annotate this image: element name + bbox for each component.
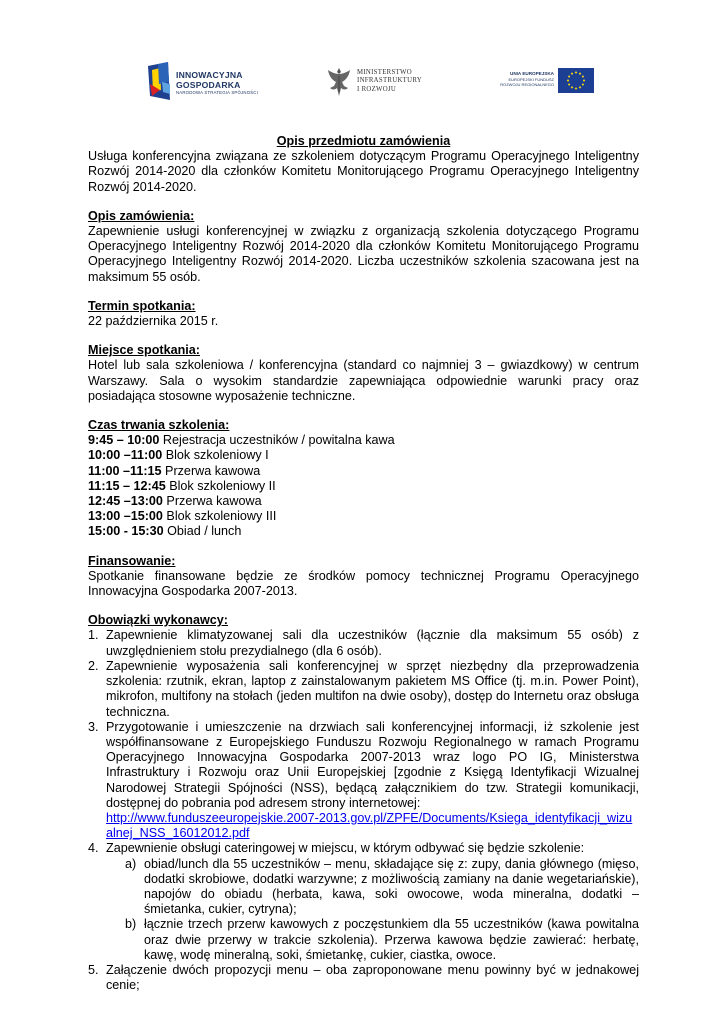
duty-text: Załączenie dwóch propozycji menu – oba zaproponowane menu powinny być w jednakowej cenie; — [106, 962, 639, 993]
schedule-item — [88, 509, 639, 524]
document-body — [88, 134, 639, 993]
ministry-logo — [326, 66, 436, 100]
schedule-item — [88, 524, 639, 539]
schedule-label: Blok szkoleniowy II — [165, 478, 276, 493]
schedule-label: Obiad / lunch — [163, 524, 242, 539]
schedule-time: 13:00 –15:00 — [88, 509, 163, 524]
duties-list — [88, 628, 639, 856]
schedule-time: 11:15 – 12:45 — [88, 478, 166, 493]
order-text: Zapewnienie usługi konferencyjnej w związku z organizacją szkolenia dotyczącego Programu Operacyjnego Inteligentny Rozwój 2014-2020 dla członków Komitetu Monitorującego Programu Operacyjnego Inteligentny Rozwój 2014-2020. Liczba uczestników szkolenia szacowana jest na maksimum 55 osób. — [88, 224, 639, 284]
ig-emblem-icon — [146, 60, 172, 102]
schedule-item — [88, 448, 639, 463]
schedule-label: Blok szkoleniowy III — [162, 509, 277, 524]
duty-subitem-letter: b) — [125, 917, 137, 932]
duty-item — [88, 659, 639, 720]
place-text: Hotel lub sala szkoleniowa / konferencyjna (standard co najmniej 3 – gwiazdkowy) w centrum Warszawy. Sala o wysokim standardzie zapewniająca odpowiednie warunki pracy oraz posiadająca stosowne wyposażenie techniczne. — [88, 358, 639, 403]
schedule-time: 11:00 –11:15 — [88, 463, 162, 478]
schedule-item — [88, 494, 639, 509]
duty-text: Przygotowanie i umieszczenie na drzwiach sali konferencyjnej informacji, iż szkolenie jest współfinansowane z Europejskiego Funduszu Rozwoju Regionalnego w ramach Programu Operacyjnego Innowacyjna Gospodarka 2007-2013 wraz logo PO IG, Ministerstwa Infrastruktury i Rozwoju oraz Unii Europejskiej [zgodnie z Księgą Identyfikacji Wizualnej Narodowej Strategii Spójności (NSS), będącą załącznikiem do tzw. Strategii komunikacji, dostępnej do pobrania pod adresem strony internetowej: — [106, 719, 639, 810]
eu-flag-icon — [558, 68, 594, 93]
place-heading: Miejsce spotkania: — [88, 343, 200, 358]
duties-list-continued — [88, 963, 639, 993]
schedule-item — [88, 464, 639, 479]
duties-heading: Obowiązki wykonawcy: — [88, 613, 228, 628]
schedule-time: 10:00 –11:00 — [88, 448, 163, 463]
duty-number: 2. — [88, 658, 99, 673]
schedule-label: Przerwa kawowa — [162, 494, 262, 509]
duty-number: 5. — [88, 962, 99, 977]
schedule-item — [88, 479, 639, 494]
eagle-emblem-icon — [326, 66, 352, 98]
duty-text: Zapewnienie obsługi cateringowej w miejscu, w którym odbywać się będzie szkolenie: — [106, 841, 585, 856]
eu-logo-line1: UNIA EUROPEJSKA — [510, 71, 554, 76]
duty-number: 4. — [88, 841, 99, 856]
innowacyjna-gospodarka-logo — [146, 58, 271, 106]
duty-item — [88, 720, 639, 842]
eu-logo — [498, 68, 598, 96]
financing-text: Spotkanie finansowane będzie ze środków pomocy technicznej Programu Operacyjnego Innowacyjna Gospodarka 2007-2013. — [88, 568, 639, 599]
ministry-logo-line1: MINISTERSTWO — [357, 69, 412, 76]
schedule-time: 9:45 – 10:00 — [88, 433, 160, 448]
ministry-logo-line3: I ROZWOJU — [357, 85, 397, 93]
duty-subitem-text: obiad/lunch dla 55 uczestników – menu, składające się z: zupy, dania głównego (mięso, dodatki skrobiowe, dodatki warzywne; z możliwością zamiany na danie wegetariańskie), napojów do obiadu (herbata, kawa, soki owocowe, woda mineralna, dodatki – śmietanka, cukier, cytryna); — [144, 856, 639, 917]
schedule-heading: Czas trwania szkolenia: — [88, 418, 230, 433]
ig-logo-line2: GOSPODARKA — [176, 80, 241, 90]
duty-subitem-letter: a) — [125, 856, 137, 871]
ig-logo-small: NARODOWA STRATEGIA SPÓJNOŚCI — [176, 90, 258, 95]
ministry-logo-line2: INFRASTRUKTURY — [357, 77, 423, 85]
duty-number: 1. — [88, 628, 99, 643]
duty-item — [88, 841, 639, 856]
duty-subitem — [88, 857, 639, 918]
ig-logo-line1: INNOWACYJNA — [176, 70, 243, 80]
eu-logo-line3: ROZWOJU REGIONALNEGO — [500, 82, 554, 88]
financing-heading: Finansowanie: — [88, 553, 176, 568]
schedule-label: Rejestracja uczestników / powitalna kawa — [159, 433, 395, 448]
schedule-label: Blok szkoleniowy I — [162, 448, 269, 463]
duty-number: 3. — [88, 719, 99, 734]
eu-logo-line2: EUROPEJSKI FUNDUSZ — [508, 77, 554, 82]
intro-paragraph: Usługa konferencyjna związana ze szkoleniem dotyczącym Programu Operacyjnego Inteligentny Rozwój 2014-2020 dla członków Komitetu Monitorującego Programu Operacyjnego Inteligentny Rozwój 2014-2020. — [88, 149, 639, 194]
date-text: 22 października 2015 r. — [88, 314, 219, 329]
duty-subitem — [88, 917, 639, 963]
schedule-label: Przerwa kawowa — [161, 463, 261, 478]
visual-identity-link[interactable]: http://www.funduszeeuropejskie.2007-2013.gov.pl/ZPFE/Documents/Ksiega_identyfikacji_wizualnej_NSS_16012012.pdf — [106, 810, 633, 841]
order-heading: Opis zamówienia: — [88, 208, 195, 223]
duty-item — [88, 628, 639, 658]
schedule-item — [88, 433, 639, 448]
schedule-time: 12:45 –13:00 — [88, 494, 163, 509]
document-title: Opis przedmiotu zamówienia — [276, 134, 451, 148]
duty-text: Zapewnienie klimatyzowanej sali dla uczestników (łącznie dla maksimum 55 osób) z uwzględnieniem stołu prezydialnego (dla 6 osób). — [106, 628, 639, 658]
schedule-list — [88, 433, 639, 539]
schedule-time: 15:00 - 15:30 — [88, 524, 164, 539]
duty-subitem-text: łącznie trzech przerw kawowych z poczęstunkiem dla 55 uczestników (kawa powitalna oraz dwie przerwy w trakcie szkolenia). Przerwa kawowa będzie zawierać: herbatę, kawę, wodę mineralną, soki, śmietankę, cukier, ciastka, owoce. — [144, 917, 639, 962]
duty-item — [88, 963, 639, 993]
date-heading: Termin spotkania: — [88, 298, 196, 313]
duty-text: Zapewnienie wyposażenia sali konferencyjnej w sprzęt niezbędny dla przeprowadzenia szkolenia: rzutnik, ekran, laptop z zainstalowanym pakietem MS Office (tj. m.in. Power Point), mikrofon, multifony na stołach (jeden multifon na dwie osoby), dostęp do Internetu oraz obsługa techniczna. — [106, 658, 639, 719]
